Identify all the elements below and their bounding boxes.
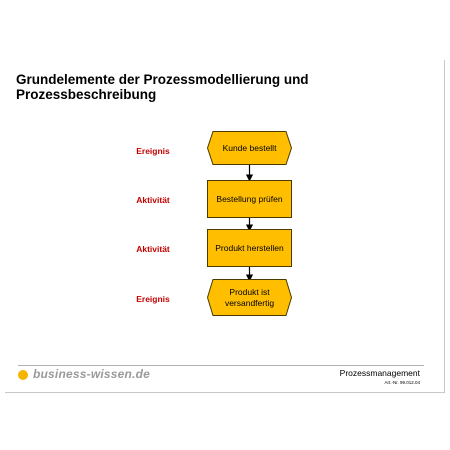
brand-logo: business-wissen.de (33, 367, 150, 381)
row-label-event-1: Ereignis (136, 146, 170, 156)
event-node-produkt-versandfertig (207, 279, 292, 316)
activity-node-text: Bestellung prüfen (216, 193, 283, 204)
event-node-text: Produkt ist versandfertig (224, 286, 275, 308)
footer-article-number: Art.-Nr. 99.012.04 (384, 380, 420, 385)
row-label-activity-1: Aktivität (136, 195, 170, 205)
logo-dot-icon (18, 370, 28, 380)
page-title: Grundelemente der Prozessmodellierung und Prozessbeschreibung (16, 72, 309, 102)
event-node-kunde-bestellt (207, 131, 292, 165)
footer-topic: Prozessmanagement (339, 368, 420, 378)
activity-node-text: Produkt herstellen (215, 242, 284, 253)
row-label-activity-2: Aktivität (136, 244, 170, 254)
event-node-text: Kunde bestellt (222, 142, 277, 153)
footer-divider (18, 365, 424, 366)
row-label-event-2: Ereignis (136, 294, 170, 304)
activity-node-bestellung-pruefen (207, 180, 292, 218)
activity-node-produkt-herstellen (207, 229, 292, 267)
